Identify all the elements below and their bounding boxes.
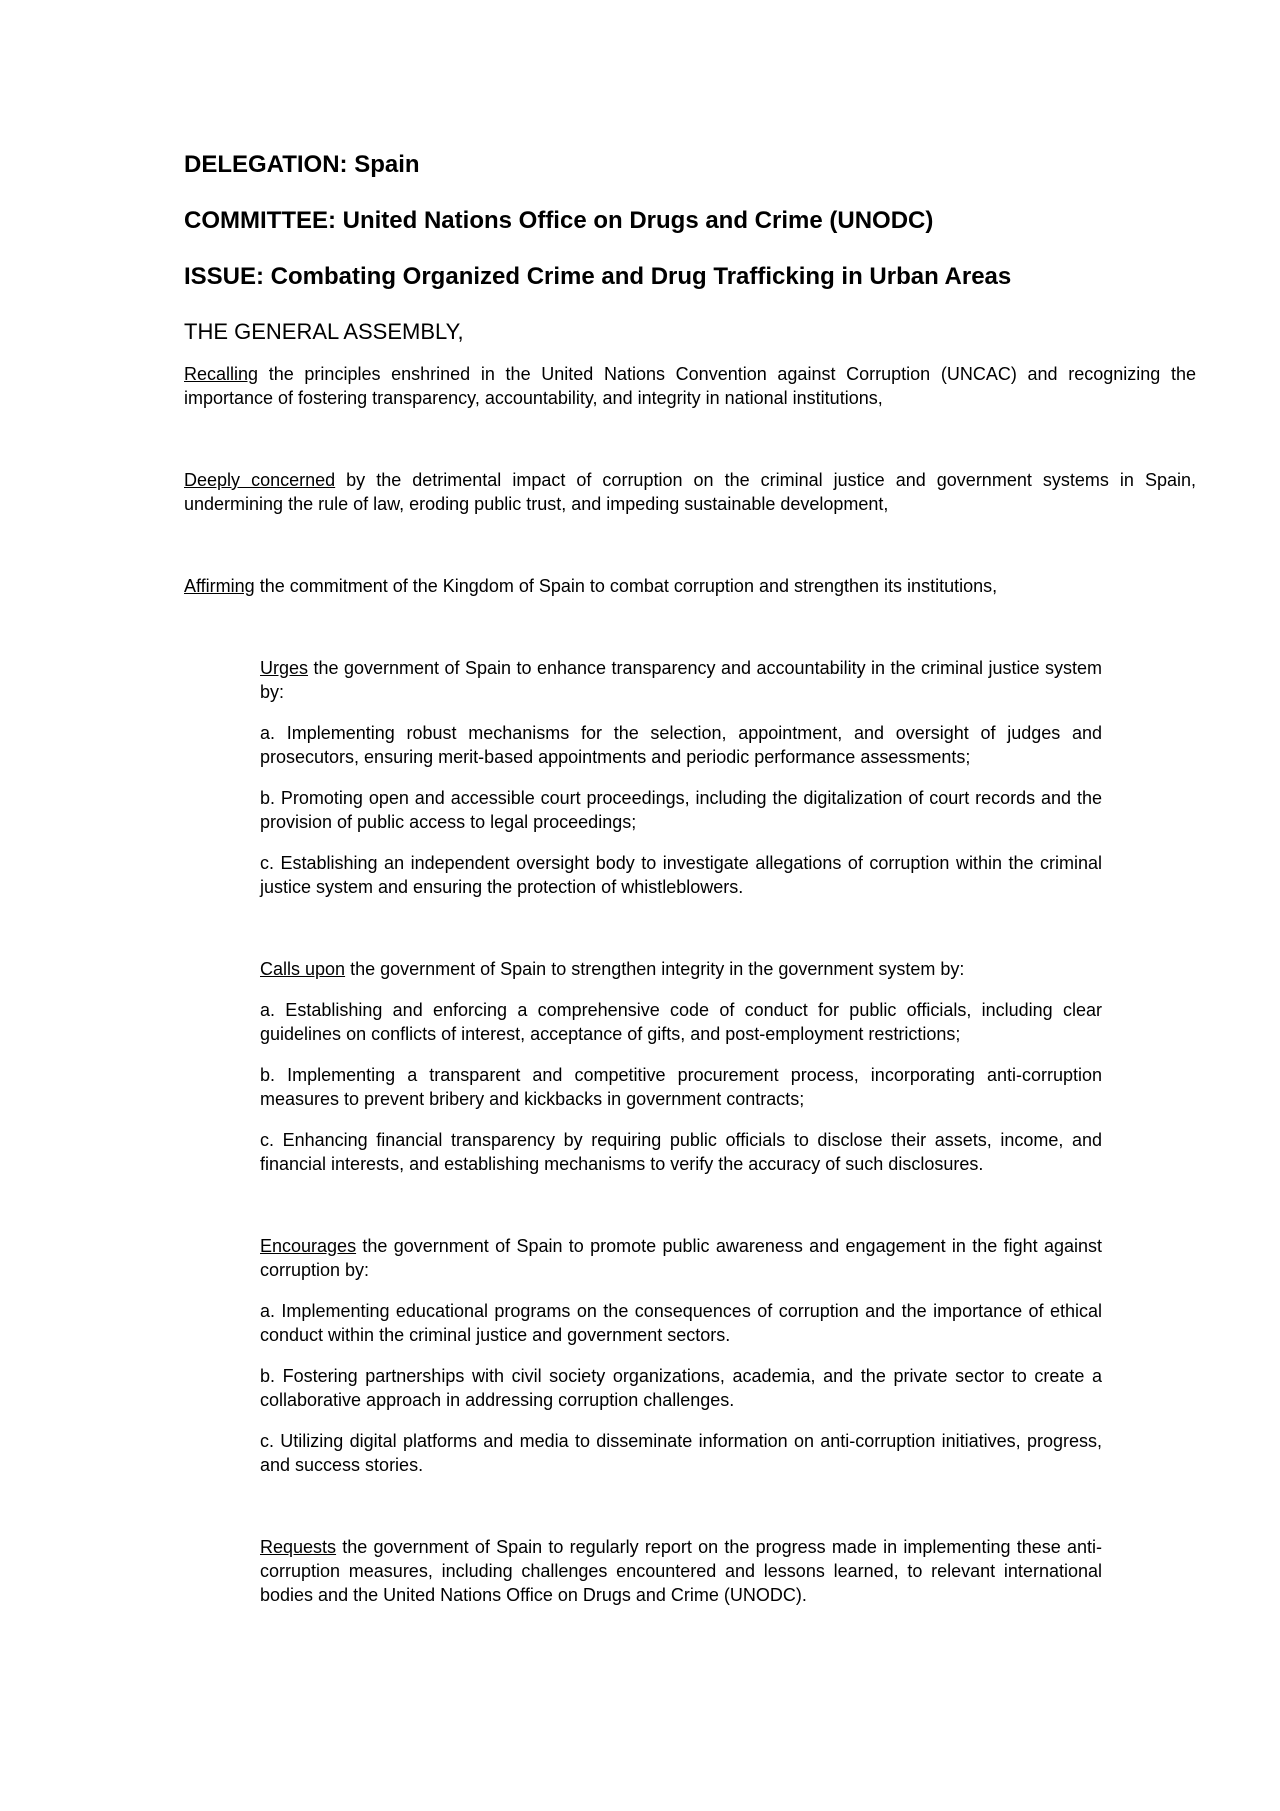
clause-text: the government of Spain to regularly report on the progress made in implementing these anti-corruption measures, including challenges encountered and lessons learned, to relevant international bodies and the United Nations Office on Drugs and Crime (UNODC).	[260, 1537, 1102, 1605]
sub-clause: a. Implementing robust mechanisms for the selection, appointment, and oversight of judges and prosecutors, ensuring merit-based appointments and periodic performance assessments;	[260, 723, 1102, 767]
sub-clause: b. Promoting open and accessible court proceedings, including the digitalization of court records and the provision of public access to legal proceedings;	[260, 788, 1102, 832]
clause-text: by the detrimental impact of corruption on the criminal justice and government systems in Spain, undermining the rule of law, eroding public trust, and impeding sustainable development,	[184, 470, 1196, 514]
preambular-clause-affirming	[184, 574, 1196, 598]
sub-clause: c. Establishing an independent oversight body to investigate allegations of corruption within the criminal justice system and ensuring the protection of whistleblowers.	[260, 853, 1102, 897]
issue-heading: ISSUE: Combating Organized Crime and Drug Trafficking in Urban Areas	[184, 263, 1012, 290]
clause-phrase: Calls upon	[260, 959, 346, 979]
sub-clause: a. Implementing educational programs on the consequences of corruption and the importance of ethical conduct within the criminal justice and government sectors.	[260, 1301, 1102, 1345]
operative-clause-encourages	[260, 1234, 1102, 1282]
sub-clause: c. Utilizing digital platforms and media to disseminate information on anti-corruption initiatives, progress, and success stories.	[260, 1431, 1102, 1475]
operative-clause-requests	[260, 1535, 1102, 1607]
clause-phrase: Affirming	[184, 576, 255, 596]
sub-clause: c. Enhancing financial transparency by requiring public officials to disclose their assets, income, and financial interests, and establishing mechanisms to verify the accuracy of such disclosures.	[260, 1130, 1102, 1174]
sub-clause: b. Implementing a transparent and competitive procurement process, incorporating anti-corruption measures to prevent bribery and kickbacks in government contracts;	[260, 1065, 1102, 1109]
sub-clause: b. Fostering partnerships with civil society organizations, academia, and the private sector to create a collaborative approach in addressing corruption challenges.	[260, 1366, 1102, 1410]
preambular-clause-deeply-concerned	[184, 468, 1196, 516]
clause-phrase: Requests	[260, 1537, 337, 1557]
clause-text: the government of Spain to promote public awareness and engagement in the fight against corruption by:	[260, 1236, 1102, 1280]
sub-clause: a. Establishing and enforcing a comprehensive code of conduct for public officials, including clear guidelines on conflicts of interest, acceptance of gifts, and post-employment restrictions;	[260, 1000, 1102, 1044]
preambular-clause-recalling	[184, 362, 1196, 410]
clause-phrase: Encourages	[260, 1236, 357, 1256]
clause-phrase: Urges	[260, 658, 309, 678]
clause-phrase: Deeply concerned	[184, 470, 336, 490]
committee-heading: COMMITTEE: United Nations Office on Drugs and Crime (UNODC)	[184, 207, 934, 234]
clause-text: the government of Spain to strengthen integrity in the government system by:	[345, 959, 965, 979]
delegation-heading: DELEGATION: Spain	[184, 151, 420, 178]
operative-clause-urges	[260, 656, 1102, 704]
clause-text: the principles enshrined in the United Nations Convention against Corruption (UNCAC) and recognizing the importance of fostering transparency, accountability, and integrity in national institutions,	[184, 364, 1196, 408]
assembly-heading: THE GENERAL ASSEMBLY,	[184, 319, 464, 344]
clause-phrase: Recalling	[184, 364, 259, 384]
operative-clause-calls-upon	[260, 957, 1102, 981]
clause-text: the government of Spain to enhance transparency and accountability in the criminal justice system by:	[260, 658, 1102, 702]
clause-text: the commitment of the Kingdom of Spain to combat corruption and strengthen its institutions,	[254, 576, 998, 596]
